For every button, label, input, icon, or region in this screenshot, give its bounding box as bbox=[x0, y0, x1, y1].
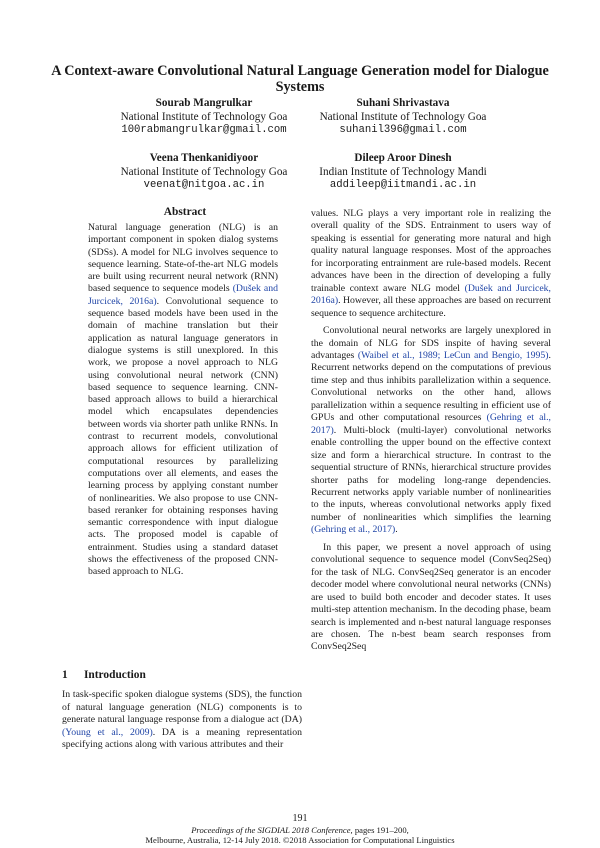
paragraph: In this paper, we present a novel approach of using convolutional sequence to sequence model (ConvSeq2Seq) for the task of NLG. ConvSeq2Seq generator is an encoder decoder model where convolutional neural networks (CNNs) are used to build both encoder and decoder states. It uses multi-step attention mechanism. In the decoding phase, beam search is implemented and n-best natural language responses are chosen. The n-best beam search responses from ConvSeq2Seq bbox=[311, 541, 551, 653]
body-text-part: . However, all these approaches are based on recurrent sequence to sequence architecture. bbox=[311, 295, 551, 319]
author-name: Suhani Shrivastava bbox=[356, 97, 450, 109]
author-email: addileep@iitmandi.ac.in bbox=[329, 179, 477, 192]
author-affiliation: National Institute of Technology Goa bbox=[120, 165, 288, 178]
citation-link[interactable]: (Gehring et al., 2017) bbox=[311, 524, 396, 536]
paragraph bbox=[311, 208, 551, 320]
body-text-part: . DA is a meaning representation specifying actions along with various attributes and their bbox=[62, 726, 302, 751]
proceedings-name: Proceedings of the SIGDIAL 2018 Conference bbox=[191, 825, 351, 835]
body-text-part: In task-specific spoken dialogue systems (SDS), the function of natural language generation (NLG) components is to generate natural language response from a dialogue act (DA) bbox=[62, 689, 302, 726]
paper-title: A Context-aware Convolutional Natural Language Generation model for Dialogue Systems bbox=[51, 63, 549, 95]
section-heading-introduction bbox=[62, 669, 146, 681]
proceedings-pages: , pages 191–200, bbox=[350, 825, 409, 835]
author-block bbox=[89, 152, 319, 193]
citation-link[interactable]: (Young et al., 2009) bbox=[62, 726, 153, 738]
citation-link[interactable]: (Gehring et al., 2017) bbox=[311, 412, 551, 436]
abstract-text-part: Natural language generation (NLG) is an important component in spoken dialog systems (SDSs). A model for NLG involves sequence to sequence learning. State-of-the-art NLG models are built using recurrent neural network (RNN) based sequence to sequence models bbox=[88, 222, 278, 295]
abstract-text-part: . Convolutional sequence to sequence based models have been used in the domain of machine translation but their application as natural language generators in dialogue systems is still unexplored. In this work, we propose a novel approach to NLG using convolutional neural network (CNN) based sequence to sequence learning. CNN-based approach allows to build a hierarchical model which encapsulates dependencies between words via shorter path unlike RNNs. In contrast to recurrent models, convolutional approach allows for efficient utilization of computational resources by parallelizing computations over all elements, and eases the learning process by applying constant number of nonlinearities. We also propose to use CNN-based reranker for obtaining responses having semantic correspondence with input dialogue acts. The proposed model is capable of entrainment. Studies using a standard dataset shows the effectiveness of the proposed CNN-based approach to NLG. bbox=[88, 295, 278, 578]
abstract-text bbox=[88, 222, 278, 579]
body-text-part: values. NLG plays a very important role in realizing the overall quality of the SDS. Entrainment to users way of speaking is essential for generating more natural and high quality natural language responses. Most of the approaches for incorporating entrainment are rule-based models. Recent advances have been in the direction of developing a fully trainable context aware NLG model bbox=[311, 208, 551, 294]
section-number: 1 bbox=[62, 669, 68, 681]
author-block bbox=[288, 152, 518, 193]
body-text-part: . bbox=[395, 524, 398, 536]
proceedings-location: Melbourne, Australia, 12-14 July 2018. ©2018 Association for Computational Linguistics bbox=[145, 835, 455, 846]
right-column bbox=[311, 208, 551, 659]
page-number: 191 bbox=[292, 813, 308, 824]
citation-link[interactable]: (Dušek and Jurcicek, 2016a) bbox=[311, 282, 551, 307]
author-block bbox=[288, 97, 518, 138]
author-affiliation: Indian Institute of Technology Mandi bbox=[319, 165, 487, 178]
page-footer bbox=[100, 825, 500, 845]
author-email: suhanil396@gmail.com bbox=[339, 124, 467, 137]
author-email: 100rabmangrulkar@gmail.com bbox=[121, 124, 287, 137]
author-name: Veena Thenkanidiyoor bbox=[149, 152, 259, 164]
body-text-part: Convolutional neural networks are largely unexplored in the domain of NLG for SDS inspite of having several advantages bbox=[311, 325, 551, 361]
author-name: Dileep Aroor Dinesh bbox=[354, 152, 452, 164]
author-name: Sourab Mangrulkar bbox=[155, 97, 253, 109]
body-text-part: . Recurrent networks depend on the computations of previous time step and thus inhibits parallelization within a sequence. Convolutional networks on the other hand, allows parallelization within a sequence resulting in efficient use of GPUs and other computational resources bbox=[311, 349, 551, 424]
abstract-heading: Abstract bbox=[163, 206, 207, 218]
citation-link[interactable]: (Dušek and Jurcicek, 2016a) bbox=[88, 283, 278, 307]
section-title: Introduction bbox=[84, 669, 146, 681]
author-affiliation: National Institute of Technology Goa bbox=[120, 110, 288, 123]
body-text-part: . Multi-block (multi-layer) convolutional networks enable controlling the upper bound on the effective context size and form a hierarchical structure. In contrast to the sequential structure of RNNs, hierarchical structure provides shorter paths for modeling long-range dependencies. Recurrent networks apply variable number of nonlinearities to the inputs, whereas convolutional networks apply fixed number of nonlinearities which simplifies the learning bbox=[311, 424, 551, 523]
author-affiliation: National Institute of Technology Goa bbox=[319, 110, 487, 123]
author-block bbox=[89, 97, 319, 138]
author-email: veenat@nitgoa.ac.in bbox=[143, 179, 265, 192]
paragraph bbox=[311, 325, 551, 537]
citation-link[interactable]: (Waibel et al., 1989; LeCun and Bengio, 1995) bbox=[357, 349, 549, 361]
introduction-text bbox=[62, 689, 302, 752]
